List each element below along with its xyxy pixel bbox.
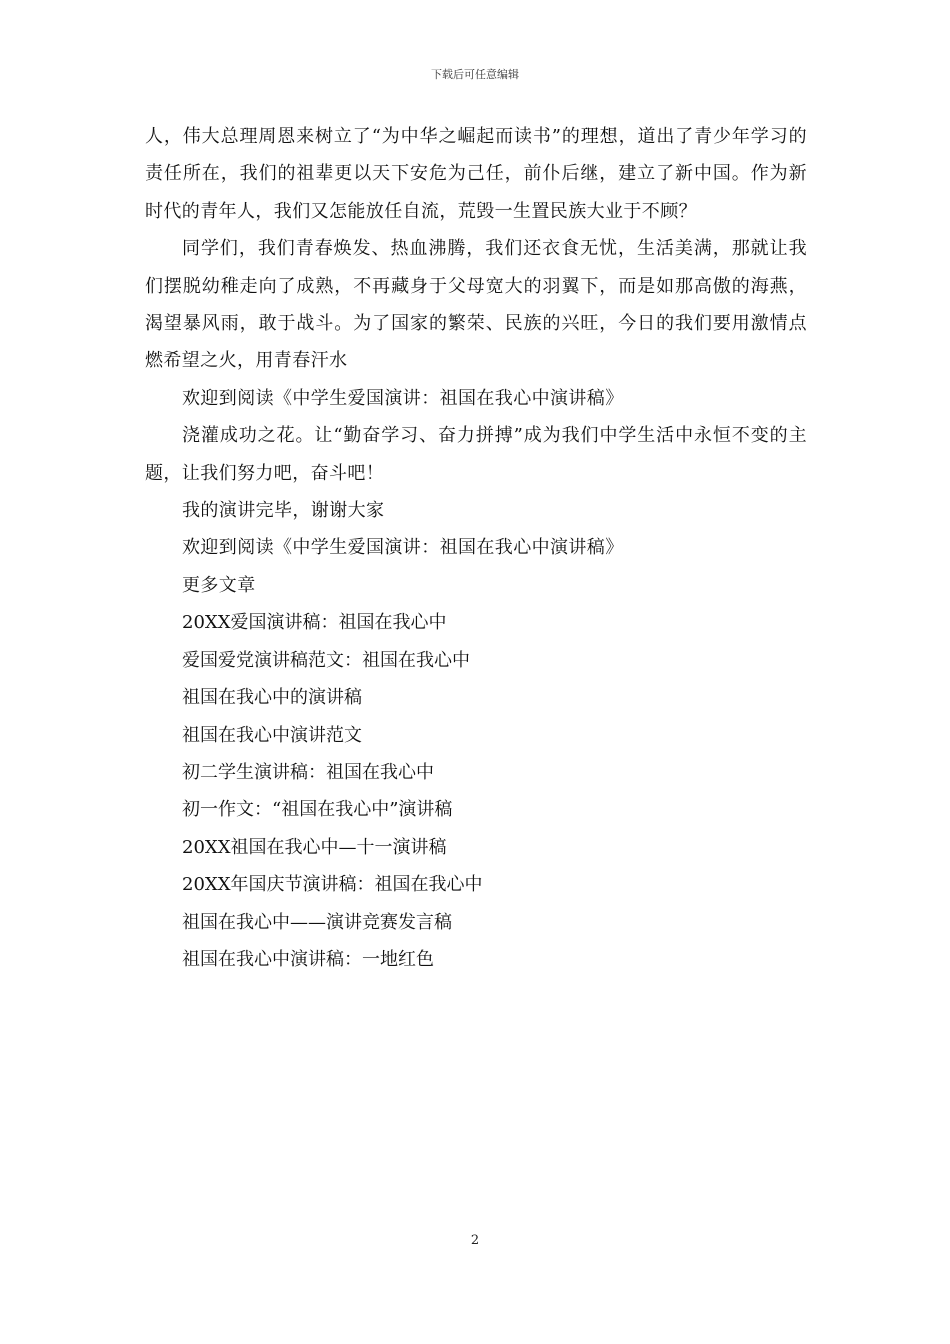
closing-remark: 我的演讲完毕，谢谢大家 <box>182 500 385 522</box>
document-body <box>145 118 807 978</box>
welcome-notice-repeat: 欢迎到阅读《中学生爱国演讲：祖国在我心中演讲稿》 <box>182 537 624 559</box>
paragraph-conclusion: 浇灌成功之花。让“勤奋学习、奋力拼搏”成为我们中学生活中永恒不变的主题，让我们努力吧，奋斗吧！ <box>145 425 807 484</box>
related-article-link[interactable]: 祖国在我心中演讲稿：一地红色 <box>182 948 434 970</box>
welcome-notice: 欢迎到阅读《中学生爱国演讲：祖国在我心中演讲稿》 <box>182 387 624 409</box>
related-article-link[interactable]: 20XX祖国在我心中—十一演讲稿 <box>182 836 447 858</box>
related-article-link[interactable]: 初二学生演讲稿：祖国在我心中 <box>182 761 434 783</box>
paragraph-classmates: 同学们，我们青春焕发、热血沸腾，我们还衣食无忧，生活美满，那就让我们摆脱幼稚走向了成熟，不再藏身于父母宽大的羽翼下，而是如那高傲的海燕，渴望暴风雨，敢于战斗。为了国家的繁荣、民族的兴旺，今日的我们要用激情点燃希望之火，用青春汗水 <box>145 238 807 372</box>
related-article-link[interactable]: 祖国在我心中演讲范文 <box>182 724 362 746</box>
related-article-link[interactable]: 20XX年国庆节演讲稿：祖国在我心中 <box>182 874 483 896</box>
related-article-link[interactable]: 初一作文：“祖国在我心中”演讲稿 <box>182 799 453 821</box>
related-article-link[interactable]: 20XX爱国演讲稿：祖国在我心中 <box>182 612 447 634</box>
page-header: 下载后可任意编辑 <box>431 68 519 81</box>
more-articles-heading: 更多文章 <box>182 574 256 596</box>
paragraph-continuation: 人，伟大总理周恩来树立了“为中华之崛起而读书”的理想，道出了青少年学习的责任所在，我们的祖辈更以天下安危为己任，前仆后继，建立了新中国。作为新时代的青年人，我们又怎能放任自流，荒毁一生置民族大业于不顾？ <box>145 126 807 222</box>
related-article-link[interactable]: 祖国在我心中的演讲稿 <box>182 687 362 709</box>
related-article-link[interactable]: 爱国爱党演讲稿范文：祖国在我心中 <box>182 649 470 671</box>
related-article-link[interactable]: 祖国在我心中——演讲竞赛发言稿 <box>182 911 452 933</box>
related-articles-list <box>145 604 807 978</box>
page-number: 2 <box>470 1233 480 1248</box>
